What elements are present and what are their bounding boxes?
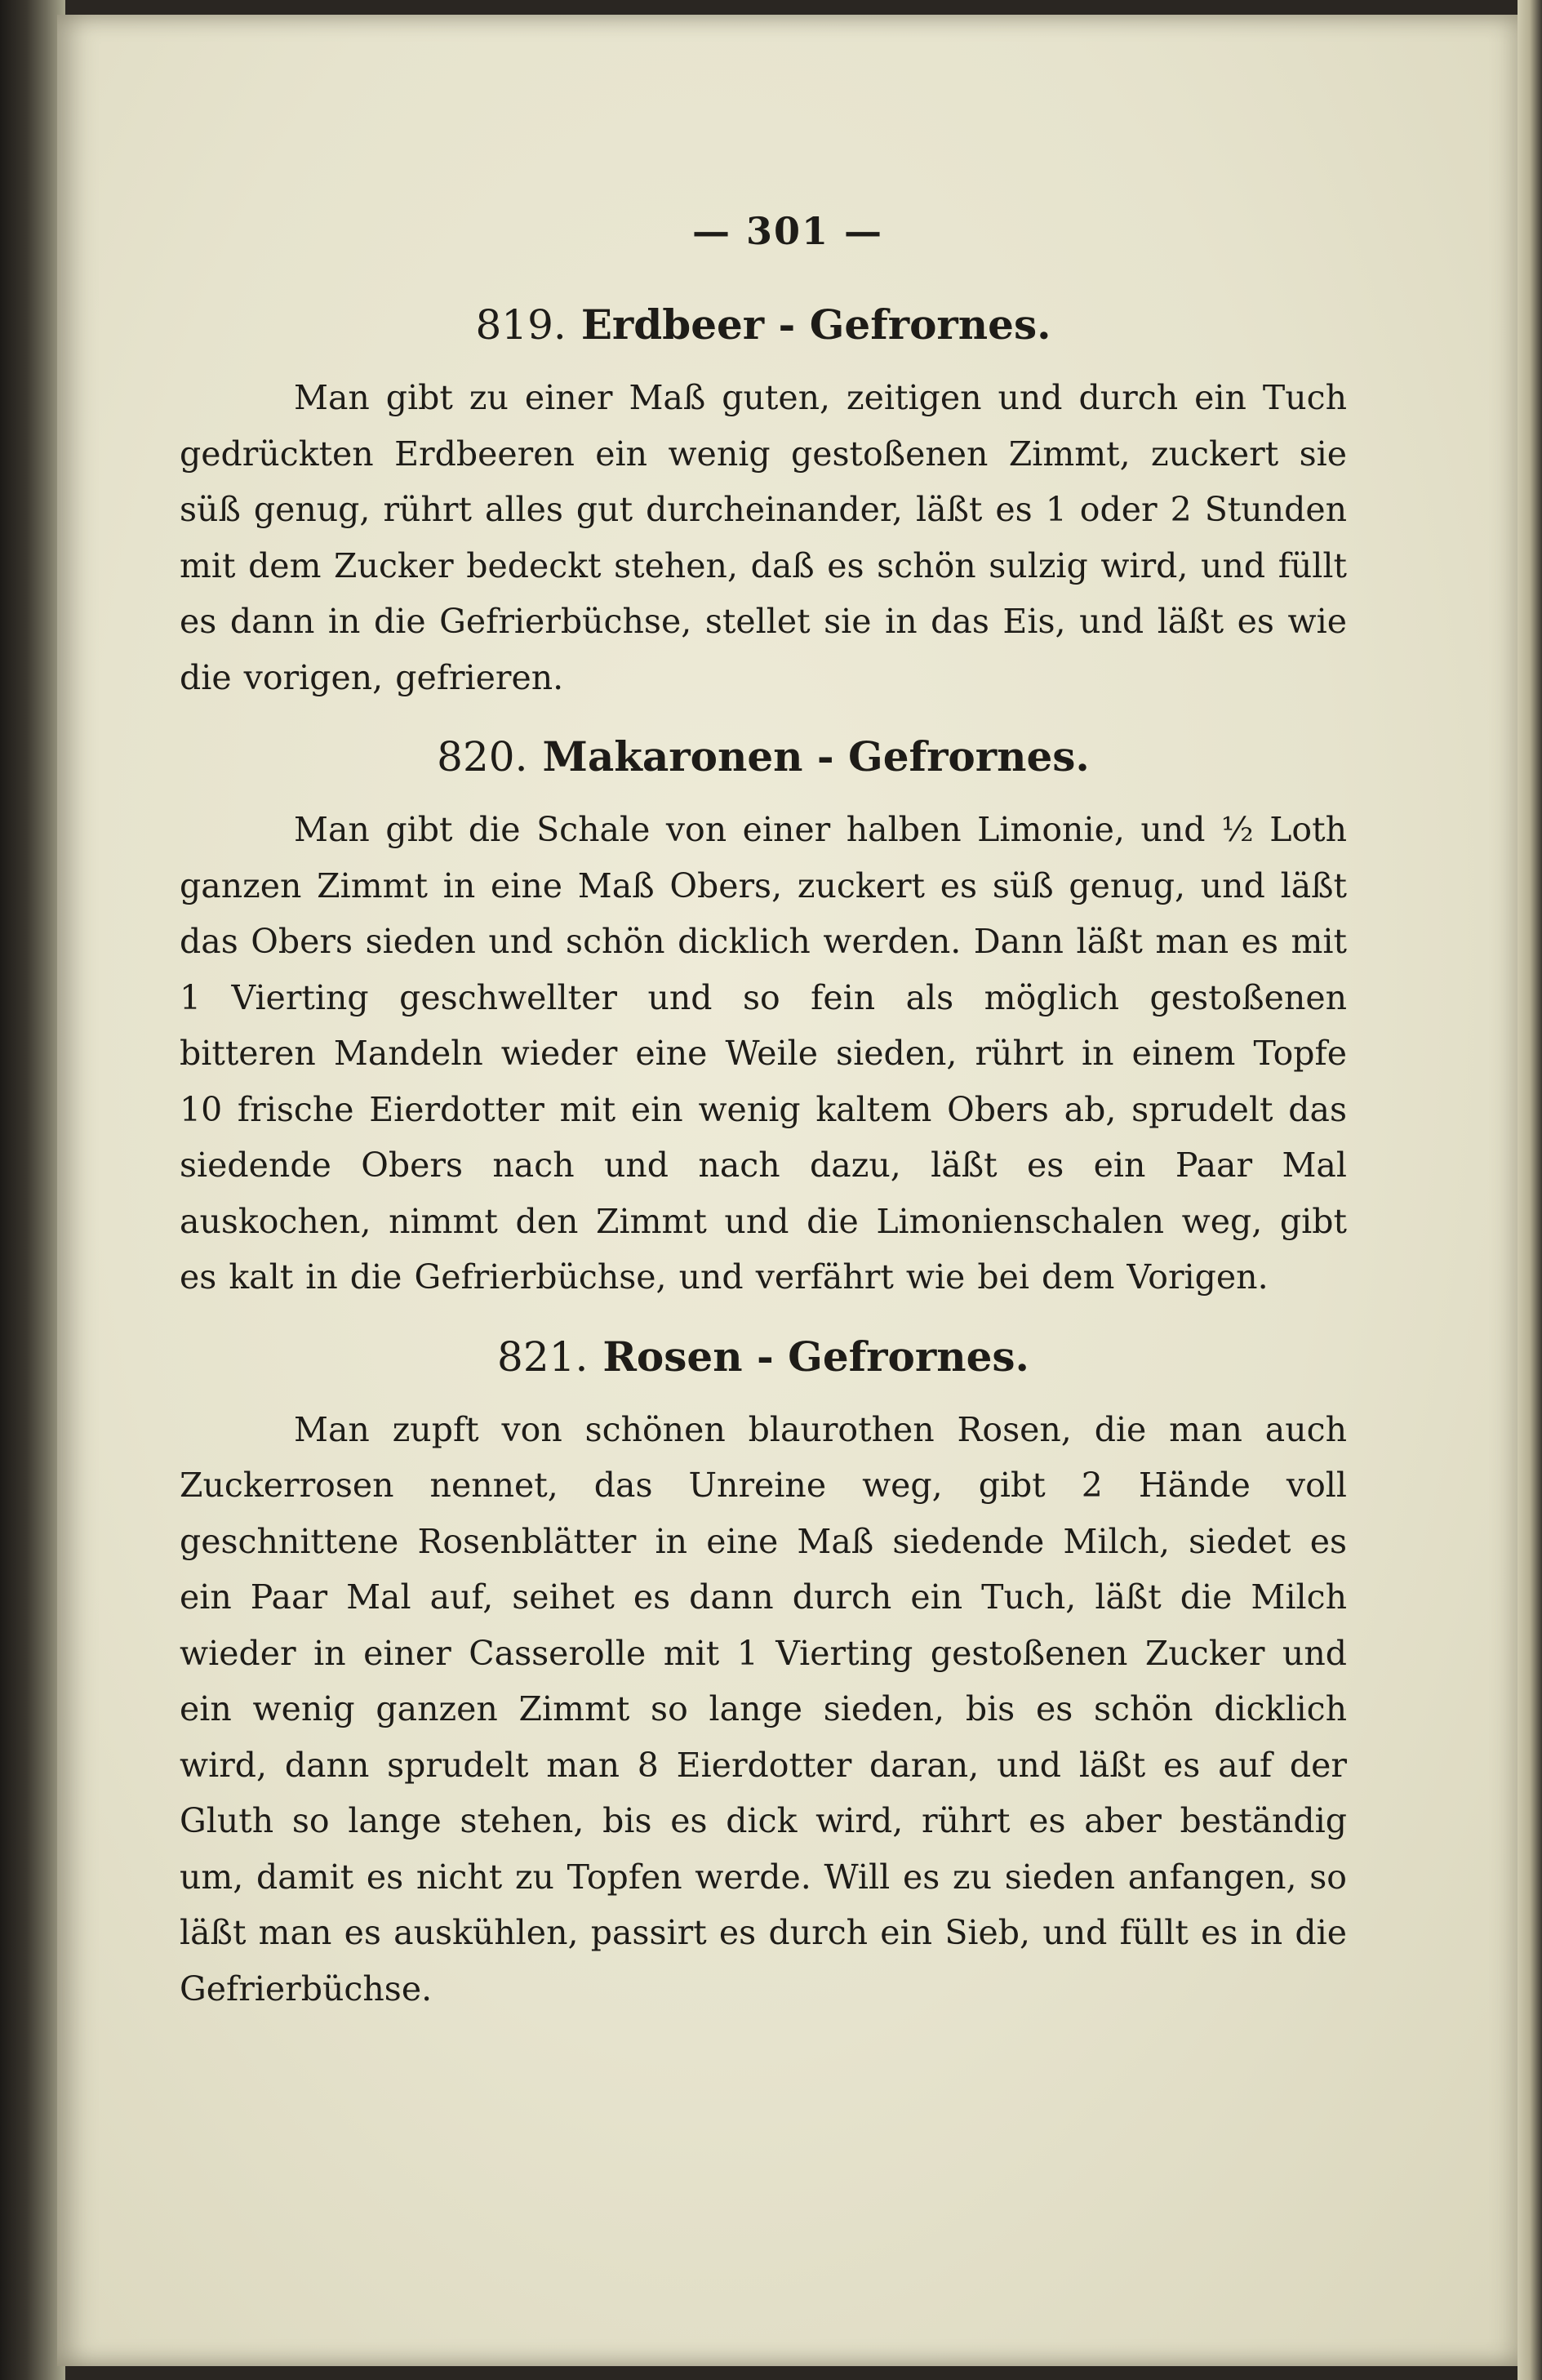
recipe-text: Man zupft von schönen blaurothen Rosen, die man auch Zuckerrosen nennet, das Unreine weg, gibt 2 Hände voll geschnittene Rosenblätter in eine Maß siedende Milch, siedet es ein Paar Mal auf, seihet es dann durch ein Tuch, läßt die Milch wieder in einer Casserolle mit 1 Vierting gestoßenen Zucker und ein wenig ganzen Zimmt so lange sieden, bis es schön dicklich wird, dann sprudelt man 8 Eierdotter daran, und läßt es auf der Gluth so lange stehen, bis es dick wird, rührt es aber beständig um, damit es nicht zu Topfen werde. Will es zu sieden anfangen, so läßt man es auskühlen, passirt es durch ein Sieb, und füllt es in die Gefrierbüchse. xyxy=(180,1409,1347,2009)
recipe-title-text: Makaronen - Gefrornes. xyxy=(542,732,1090,781)
recipe-title xyxy=(180,728,1347,785)
page-number: — 301 — xyxy=(691,209,884,253)
recipe-text: Man gibt die Schale von einer halben Limonie, und ½ Loth ganzen Zimmt in eine Maß Obers, zuckert es süß genug, und läßt das Obers sieden und schön dicklich werden. Dann läßt man es mit 1 Vierting geschwellter und so fein als möglich gestoßenen bitteren Mandeln wieder eine Weile sieden, rührt in einem Topfe 10 frische Eierdotter mit ein wenig kaltem Obers ab, sprudelt das siedende Obers nach und nach dazu, läßt es ein Paar Mal auskochen, nimmt den Zimmt und die Limonienschalen weg, gibt es kalt in die Gefrierbüchse, und verfährt wie bei dem Vorigen. xyxy=(180,810,1347,1297)
recipe-title-text: Rosen - Gefrornes. xyxy=(602,1332,1029,1381)
recipe-title xyxy=(180,1328,1347,1386)
book-binding xyxy=(0,0,65,2380)
recipe-number: 819. xyxy=(475,301,567,349)
book-page xyxy=(57,15,1518,2366)
page-edge xyxy=(1518,0,1542,2380)
page-content xyxy=(180,296,1347,2040)
recipe-820 xyxy=(180,728,1347,1306)
recipe-title-text: Erdbeer - Gefrornes. xyxy=(580,300,1051,349)
recipe-number: 820. xyxy=(437,733,528,781)
recipe-819 xyxy=(180,296,1347,705)
recipe-title xyxy=(180,296,1347,354)
recipe-821 xyxy=(180,1328,1347,2017)
recipe-number: 821. xyxy=(497,1332,589,1381)
recipe-text: Man gibt zu einer Maß guten, zeitigen und durch ein Tuch gedrückten Erdbeeren ein wenig gestoßenen Zimmt, zuckert sie süß genug, rührt alles gut durcheinander, läßt es 1 oder 2 Stunden mit dem Zucker bedeckt stehen, daß es schön sulzig wird, und füllt es dann in die Gefrierbüchse, stellet sie in das Eis, und läßt es wie die vorigen, gefrieren. xyxy=(180,378,1347,697)
